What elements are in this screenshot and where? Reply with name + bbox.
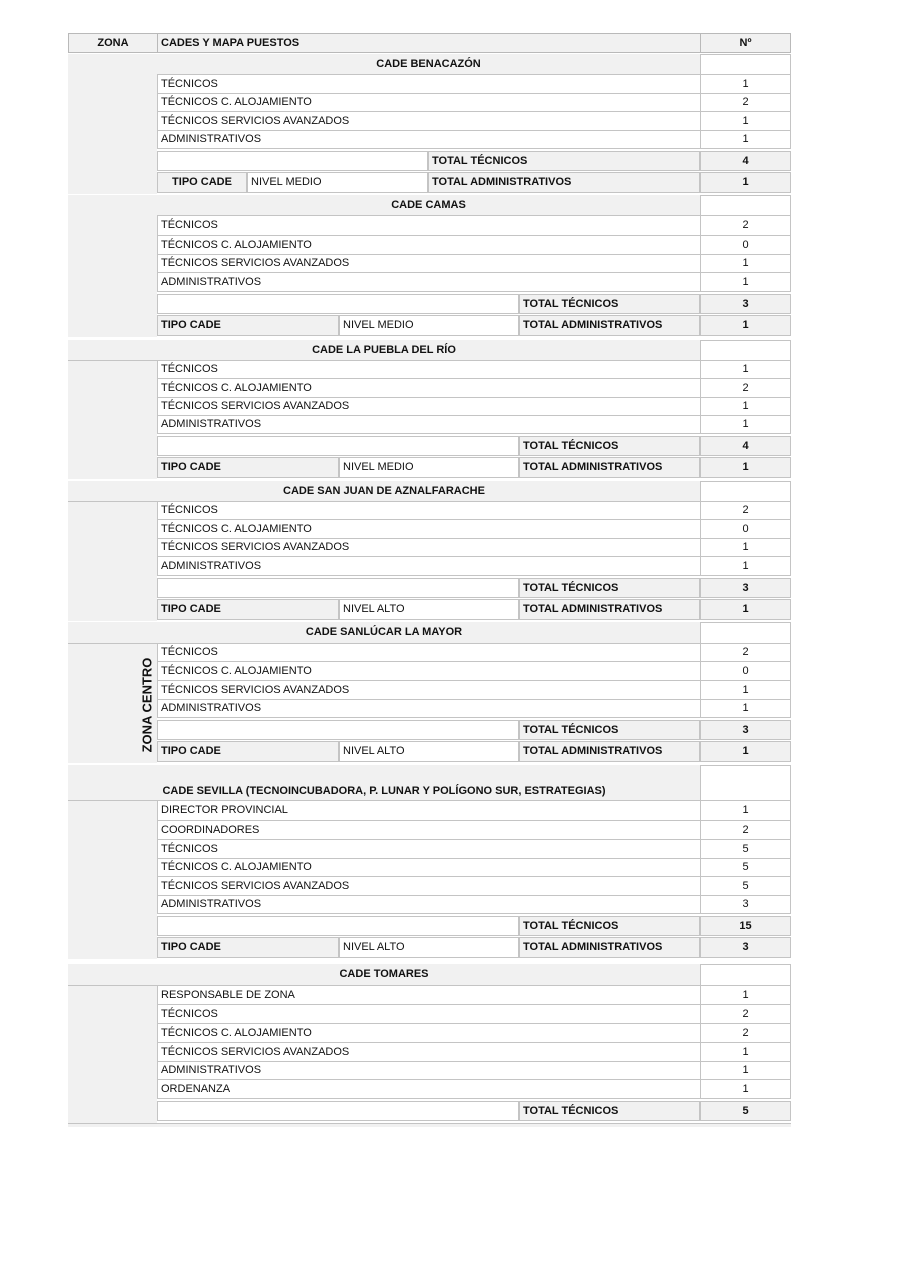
staff-row-count: 0 [700,662,791,681]
staff-row-count: 1 [700,986,791,1005]
staff-row-label: TÉCNICOS SERVICIOS AVANZADOS [157,255,700,273]
staff-row-count: 1 [700,1043,791,1062]
staff-row-count: 0 [700,236,791,255]
total-tecnicos-value: 4 [700,436,791,456]
header-zona: ZONA [68,33,158,53]
staff-row-label: TÉCNICOS C. ALOJAMIENTO [157,662,700,681]
total-admin-value: 1 [700,457,791,478]
cade-title-num [700,481,791,502]
staff-row-count: 1 [700,131,791,149]
total-tecnicos-value: 5 [700,1101,791,1121]
staff-row-label: TÉCNICOS [157,840,700,859]
staff-row-count: 5 [700,840,791,859]
staff-row-label: ADMINISTRATIVOS [157,416,700,434]
cutoff-row [68,1123,791,1127]
staff-row-label: COORDINADORES [157,821,700,840]
staff-row-label: TÉCNICOS C. ALOJAMIENTO [157,94,700,112]
cade-title: CADE SANLÚCAR LA MAYOR [68,622,700,644]
staff-row-count: 1 [700,75,791,94]
total-tecnicos-label: TOTAL TÉCNICOS [519,1101,700,1121]
staff-row-label: TÉCNICOS SERVICIOS AVANZADOS [157,877,700,896]
staff-row-label: ADMINISTRATIVOS [157,131,700,149]
staff-row-count: 2 [700,644,791,662]
cade-title: CADE TOMARES [68,964,700,986]
staff-row-count: 3 [700,896,791,914]
nivel-value: NIVEL MEDIO [339,457,519,478]
total-admin-value: 3 [700,937,791,958]
staff-row-count: 1 [700,361,791,379]
header-cades: CADES Y MAPA PUESTOS [157,33,701,53]
total-tecnicos-label: TOTAL TÉCNICOS [519,578,700,598]
total-tecnicos-label: TOTAL TÉCNICOS [519,294,700,314]
nivel-value: NIVEL ALTO [339,599,519,620]
total-tecnicos-value: 15 [700,916,791,936]
staff-row-count: 1 [700,255,791,273]
staff-row-count: 2 [700,502,791,520]
zone-column [68,964,157,1123]
total-admin-label: TOTAL ADMINISTRATIVOS [519,457,700,478]
staff-row-count: 1 [700,539,791,557]
staff-row-count: 2 [700,379,791,398]
total-tecnicos-label: TOTAL TÉCNICOS [519,436,700,456]
staff-row-label: TÉCNICOS C. ALOJAMIENTO [157,520,700,539]
staff-row-count: 1 [700,1062,791,1080]
zone-label: ZONA CENTRO [139,657,155,753]
staff-row-count: 5 [700,877,791,896]
staff-row-label: TÉCNICOS SERVICIOS AVANZADOS [157,1043,700,1062]
staff-row-label: ADMINISTRATIVOS [157,1062,700,1080]
total-admin-label: TOTAL ADMINISTRATIVOS [519,741,700,762]
staff-row-count: 2 [700,1005,791,1024]
cade-title: CADE SAN JUAN DE AZNALFARACHE [68,481,700,502]
tipo-cade-label: TIPO CADE [157,599,339,620]
cade-title: CADE LA PUEBLA DEL RÍO [68,340,700,361]
total-admin-label: TOTAL ADMINISTRATIVOS [519,315,700,336]
staff-row-count: 1 [700,681,791,700]
staff-row-count: 1 [700,273,791,292]
staff-row-label: ADMINISTRATIVOS [157,273,700,292]
staff-row-label: TÉCNICOS SERVICIOS AVANZADOS [157,681,700,700]
total-admin-label: TOTAL ADMINISTRATIVOS [519,599,700,620]
total-admin-value: 1 [700,599,791,620]
staff-row-label: TÉCNICOS [157,502,700,520]
total-blank [157,436,519,456]
total-blank [157,1101,519,1121]
staff-row-count: 1 [700,1080,791,1099]
cade-title-num [700,964,791,986]
cade-title-num [700,622,791,644]
total-admin-label: TOTAL ADMINISTRATIVOS [428,172,700,193]
staff-row-label: TÉCNICOS [157,75,700,94]
nivel-value: NIVEL MEDIO [247,172,428,193]
cade-title-num [700,340,791,361]
total-admin-label: TOTAL ADMINISTRATIVOS [519,937,700,958]
cade-title: CADE CAMAS [157,195,700,216]
staff-row-count: 2 [700,821,791,840]
total-blank [157,151,428,171]
cade-title-num [700,195,791,216]
staff-row-count: 2 [700,1024,791,1043]
staff-row-label: TÉCNICOS C. ALOJAMIENTO [157,1024,700,1043]
staff-row-label: ORDENANZA [157,1080,700,1099]
total-tecnicos-label: TOTAL TÉCNICOS [519,916,700,936]
staff-row-count: 1 [700,112,791,131]
staff-row-label: TÉCNICOS C. ALOJAMIENTO [157,379,700,398]
total-tecnicos-value: 3 [700,294,791,314]
nivel-value: NIVEL ALTO [339,741,519,762]
staff-row-label: ADMINISTRATIVOS [157,896,700,914]
staff-row-label: TÉCNICOS [157,361,700,379]
staff-row-count: 1 [700,801,791,821]
total-admin-value: 1 [700,315,791,336]
staff-row-label: TÉCNICOS C. ALOJAMIENTO [157,236,700,255]
staff-row-label: TÉCNICOS SERVICIOS AVANZADOS [157,398,700,416]
tipo-cade-label: TIPO CADE [157,172,247,193]
staff-row-label: TÉCNICOS SERVICIOS AVANZADOS [157,112,700,131]
staff-row-label: RESPONSABLE DE ZONA [157,986,700,1005]
tipo-cade-label: TIPO CADE [157,457,339,478]
cade-title: CADE BENACAZÓN [157,54,700,75]
total-blank [157,294,519,314]
staff-row-count: 1 [700,700,791,718]
tipo-cade-label: TIPO CADE [157,937,339,958]
total-blank [157,578,519,598]
total-admin-value: 1 [700,741,791,762]
cade-title-num [700,54,791,75]
staff-row-label: TÉCNICOS [157,644,700,662]
staff-row-label: TÉCNICOS C. ALOJAMIENTO [157,859,700,877]
total-tecnicos-value: 4 [700,151,791,171]
cade-title-num [700,765,791,801]
total-tecnicos-value: 3 [700,720,791,740]
total-tecnicos-label: TOTAL TÉCNICOS [428,151,700,171]
total-tecnicos-value: 3 [700,578,791,598]
total-blank [157,720,519,740]
total-blank [157,916,519,936]
zone-column [68,481,157,621]
staff-row-label: ADMINISTRATIVOS [157,557,700,576]
staff-row-count: 2 [700,94,791,112]
staff-row-count: 1 [700,557,791,576]
staff-row-count: 0 [700,520,791,539]
nivel-value: NIVEL ALTO [339,937,519,958]
tipo-cade-label: TIPO CADE [157,741,339,762]
staff-row-count: 1 [700,416,791,434]
cade-title: CADE SEVILLA (TECNOINCUBADORA, P. LUNAR Y POLÍGONO SUR, ESTRATEGIAS) [68,765,700,801]
zone-column [68,54,157,194]
staff-row-label: ADMINISTRATIVOS [157,700,700,718]
staff-row-label: TÉCNICOS [157,216,700,236]
staff-row-label: DIRECTOR PROVINCIAL [157,801,700,821]
tipo-cade-label: TIPO CADE [157,315,339,336]
staff-row-label: TÉCNICOS [157,1005,700,1024]
header-num: Nº [700,33,791,53]
nivel-value: NIVEL MEDIO [339,315,519,336]
staff-row-label: TÉCNICOS SERVICIOS AVANZADOS [157,539,700,557]
total-tecnicos-label: TOTAL TÉCNICOS [519,720,700,740]
staff-row-count: 5 [700,859,791,877]
total-admin-value: 1 [700,172,791,193]
staff-row-count: 2 [700,216,791,236]
zone-column [68,195,157,337]
staff-row-count: 1 [700,398,791,416]
